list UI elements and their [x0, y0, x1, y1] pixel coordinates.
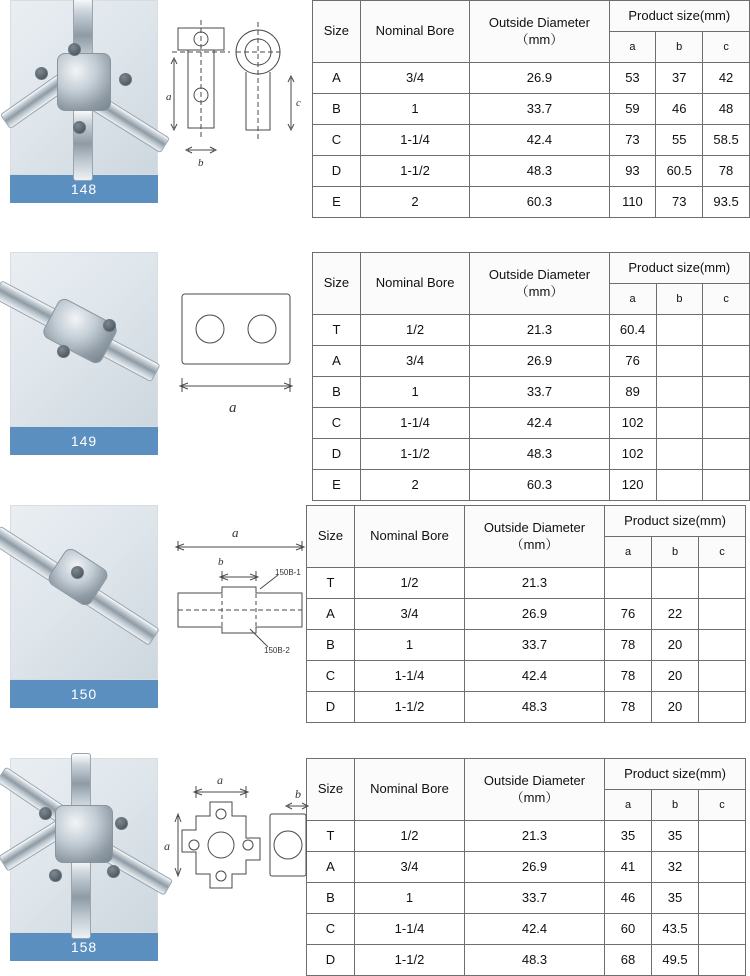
cell-bore: 1	[355, 630, 465, 661]
table-row	[313, 346, 750, 377]
cell-c	[699, 945, 746, 976]
table-row	[313, 470, 750, 501]
fitting-photo-158	[10, 758, 158, 933]
cell-od: 60.3	[470, 187, 609, 218]
header-a: a	[605, 537, 652, 568]
product-block-150	[0, 505, 750, 723]
cell-b	[656, 346, 703, 377]
header-od-line1: Outside Diameter	[488, 15, 590, 31]
header-size: Size	[313, 1, 361, 63]
table-row	[307, 599, 746, 630]
cell-size: B	[313, 94, 361, 125]
dimension-label-a: a	[229, 400, 237, 416]
cell-size: A	[307, 599, 355, 630]
cell-size: D	[313, 156, 361, 187]
table-row	[313, 377, 750, 408]
cell-a: 102	[609, 408, 656, 439]
photo-column-149	[10, 252, 158, 455]
dimension-label-a-side: a	[164, 839, 170, 853]
header-od-line1: Outside Diameter	[488, 267, 591, 283]
header-b: b	[656, 284, 703, 315]
cell-a: 46	[605, 883, 652, 914]
cell-c	[699, 630, 746, 661]
dimension-label-a: a	[232, 525, 239, 540]
cell-c	[699, 821, 746, 852]
cell-size: C	[313, 125, 361, 156]
cell-bore: 1-1/2	[360, 156, 469, 187]
cell-c	[703, 408, 750, 439]
cell-b	[656, 439, 703, 470]
table-row	[313, 439, 750, 470]
table-row	[307, 945, 746, 976]
cell-size: T	[307, 821, 355, 852]
cell-b: 32	[652, 852, 699, 883]
cell-od: 42.4	[465, 914, 605, 945]
header-outside-diameter	[470, 253, 609, 315]
cell-b: 73	[656, 187, 703, 218]
cell-b	[656, 377, 703, 408]
cell-b	[656, 315, 703, 346]
cell-size: A	[313, 346, 361, 377]
cell-bore: 3/4	[355, 599, 465, 630]
header-a: a	[609, 284, 656, 315]
cell-bore: 1	[355, 883, 465, 914]
cell-c	[699, 914, 746, 945]
table-row	[307, 883, 746, 914]
cell-c	[703, 470, 750, 501]
cell-b: 55	[656, 125, 703, 156]
cell-a: 60	[605, 914, 652, 945]
dimension-label-a-top: a	[217, 773, 223, 787]
header-product-size: Product size(mm)	[605, 759, 746, 790]
cell-bore: 1/2	[355, 821, 465, 852]
fitting-diagram-149	[166, 252, 306, 442]
cell-od: 33.7	[470, 94, 609, 125]
table-row	[313, 94, 750, 125]
cell-c: 42	[703, 63, 750, 94]
cell-b	[652, 568, 699, 599]
cell-b: 35	[652, 821, 699, 852]
fitting-diagram-150	[166, 505, 306, 695]
cell-od: 21.3	[465, 568, 605, 599]
cell-a: 59	[609, 94, 656, 125]
header-bore: Nominal Bore	[355, 759, 465, 821]
product-block-148	[0, 0, 750, 218]
spec-table-150	[306, 505, 746, 723]
table-row	[313, 315, 750, 346]
cell-a: 78	[605, 630, 652, 661]
table-row	[313, 63, 750, 94]
cell-b: 43.5	[652, 914, 699, 945]
cell-bore: 1-1/4	[360, 408, 470, 439]
cell-od: 21.3	[470, 315, 609, 346]
cell-b: 22	[652, 599, 699, 630]
header-od-line2: （mm）	[510, 536, 559, 552]
table-header-row	[307, 759, 746, 790]
product-block-149	[0, 252, 750, 501]
dimension-label-a: a	[166, 91, 172, 103]
cell-a: 120	[609, 470, 656, 501]
header-od-line2: （mm）	[515, 31, 564, 47]
header-bore: Nominal Bore	[360, 253, 470, 315]
cell-a: 41	[605, 852, 652, 883]
header-size: Size	[313, 253, 361, 315]
table-row	[307, 568, 746, 599]
cell-a: 60.4	[609, 315, 656, 346]
header-size: Size	[307, 759, 355, 821]
table-header-row	[313, 1, 750, 32]
table-row	[313, 156, 750, 187]
table-row	[307, 914, 746, 945]
fitting-photo-148	[10, 0, 158, 175]
cell-size: E	[313, 470, 361, 501]
header-bore: Nominal Bore	[360, 1, 469, 63]
dimension-label-b: b	[218, 556, 224, 568]
cell-c	[699, 661, 746, 692]
cell-size: C	[313, 408, 361, 439]
cell-od: 26.9	[470, 346, 609, 377]
cell-a: 68	[605, 945, 652, 976]
table-row	[307, 821, 746, 852]
cell-size: E	[313, 187, 361, 218]
cell-c	[699, 852, 746, 883]
table-row	[307, 661, 746, 692]
cell-c	[703, 439, 750, 470]
cell-od: 33.7	[465, 883, 605, 914]
cell-a: 73	[609, 125, 656, 156]
table-row	[307, 692, 746, 723]
spec-table-158	[306, 758, 746, 976]
photo-column-148	[10, 0, 158, 203]
cell-b: 60.5	[656, 156, 703, 187]
cell-bore: 1-1/2	[360, 439, 470, 470]
photo-column-150	[10, 505, 158, 708]
fitting-photo-150	[10, 505, 158, 680]
cell-c	[703, 315, 750, 346]
product-code-158: 158	[10, 933, 158, 961]
cell-od: 33.7	[465, 630, 605, 661]
cell-c	[699, 599, 746, 630]
header-od-line1: Outside Diameter	[483, 520, 586, 536]
header-c: c	[699, 537, 746, 568]
header-product-size: Product size(mm)	[605, 506, 746, 537]
photo-column-158	[10, 758, 158, 961]
header-b: b	[652, 537, 699, 568]
table-header-row	[307, 506, 746, 537]
product-block-158	[0, 758, 750, 976]
product-code-150: 150	[10, 680, 158, 708]
cell-od: 48.3	[470, 439, 609, 470]
cell-c: 48	[703, 94, 750, 125]
cell-od: 26.9	[465, 852, 605, 883]
header-product-size: Product size(mm)	[609, 253, 749, 284]
cell-b: 35	[652, 883, 699, 914]
cell-od: 48.3	[470, 156, 609, 187]
table-row	[313, 408, 750, 439]
header-a: a	[609, 32, 656, 63]
cell-size: C	[307, 661, 355, 692]
cell-size: A	[307, 852, 355, 883]
table-row	[307, 852, 746, 883]
cell-b: 49.5	[652, 945, 699, 976]
cell-a: 93	[609, 156, 656, 187]
dimension-label-b: b	[295, 787, 301, 801]
cell-a: 53	[609, 63, 656, 94]
cell-a: 35	[605, 821, 652, 852]
cell-b: 20	[652, 661, 699, 692]
header-product-size: Product size(mm)	[609, 1, 749, 32]
cell-od: 48.3	[465, 692, 605, 723]
cell-a: 78	[605, 661, 652, 692]
cell-size: T	[307, 568, 355, 599]
cell-b: 20	[652, 692, 699, 723]
header-od-line1: Outside Diameter	[483, 773, 586, 789]
cell-a	[605, 568, 652, 599]
cell-size: B	[313, 377, 361, 408]
cell-a: 89	[609, 377, 656, 408]
header-c: c	[703, 284, 750, 315]
cell-bore: 1-1/2	[355, 945, 465, 976]
cell-b: 46	[656, 94, 703, 125]
callout-150b-2: 150B-2	[264, 646, 290, 655]
cell-c: 93.5	[703, 187, 750, 218]
cell-od: 42.4	[470, 125, 609, 156]
cell-c	[699, 568, 746, 599]
spec-table-149	[312, 252, 750, 501]
cell-bore: 3/4	[360, 63, 469, 94]
cell-bore: 1-1/4	[355, 661, 465, 692]
header-a: a	[605, 790, 652, 821]
fitting-photo-149	[10, 252, 158, 427]
cell-od: 26.9	[465, 599, 605, 630]
header-od-line2: （mm）	[515, 283, 564, 299]
header-bore: Nominal Bore	[355, 506, 465, 568]
cell-bore: 1	[360, 377, 470, 408]
cell-bore: 1-1/2	[355, 692, 465, 723]
cell-bore: 3/4	[355, 852, 465, 883]
header-c: c	[703, 32, 750, 63]
cell-b	[656, 470, 703, 501]
product-code-148: 148	[10, 175, 158, 203]
fitting-diagram-158	[166, 758, 306, 948]
fitting-diagram-148	[166, 0, 306, 190]
table-row	[313, 125, 750, 156]
cell-c: 58.5	[703, 125, 750, 156]
cell-size: D	[307, 945, 355, 976]
cell-size: T	[313, 315, 361, 346]
cell-a: 102	[609, 439, 656, 470]
cell-od: 21.3	[465, 821, 605, 852]
header-c: c	[699, 790, 746, 821]
cell-od: 33.7	[470, 377, 609, 408]
cell-od: 26.9	[470, 63, 609, 94]
table-row	[307, 630, 746, 661]
cell-bore: 1/2	[360, 315, 470, 346]
header-size: Size	[307, 506, 355, 568]
cell-bore: 1/2	[355, 568, 465, 599]
header-od-line2: （mm）	[510, 789, 559, 805]
spec-table-148	[312, 0, 750, 218]
cell-od: 48.3	[465, 945, 605, 976]
header-outside-diameter	[465, 759, 605, 821]
cell-od: 60.3	[470, 470, 609, 501]
cell-b	[656, 408, 703, 439]
header-b: b	[652, 790, 699, 821]
cell-a: 110	[609, 187, 656, 218]
cell-a: 76	[605, 599, 652, 630]
cell-bore: 3/4	[360, 346, 470, 377]
cell-bore: 1-1/4	[355, 914, 465, 945]
header-outside-diameter	[465, 506, 605, 568]
cell-bore: 2	[360, 187, 469, 218]
header-b: b	[656, 32, 703, 63]
cell-od: 42.4	[470, 408, 609, 439]
table-row	[313, 187, 750, 218]
cell-a: 78	[605, 692, 652, 723]
dimension-label-b: b	[198, 157, 204, 169]
cell-bore: 1-1/4	[360, 125, 469, 156]
cell-c	[699, 883, 746, 914]
cell-c: 78	[703, 156, 750, 187]
cell-size: D	[313, 439, 361, 470]
cell-a: 76	[609, 346, 656, 377]
table-header-row	[313, 253, 750, 284]
cell-od: 42.4	[465, 661, 605, 692]
header-outside-diameter	[470, 1, 609, 63]
cell-c	[699, 692, 746, 723]
cell-b: 20	[652, 630, 699, 661]
cell-size: A	[313, 63, 361, 94]
callout-150b-1: 150B-1	[275, 568, 301, 577]
cell-size: B	[307, 630, 355, 661]
product-code-149: 149	[10, 427, 158, 455]
cell-size: C	[307, 914, 355, 945]
cell-size: D	[307, 692, 355, 723]
cell-c	[703, 377, 750, 408]
cell-bore: 1	[360, 94, 469, 125]
cell-b: 37	[656, 63, 703, 94]
cell-size: B	[307, 883, 355, 914]
cell-c	[703, 346, 750, 377]
cell-bore: 2	[360, 470, 470, 501]
dimension-label-c: c	[296, 97, 301, 109]
